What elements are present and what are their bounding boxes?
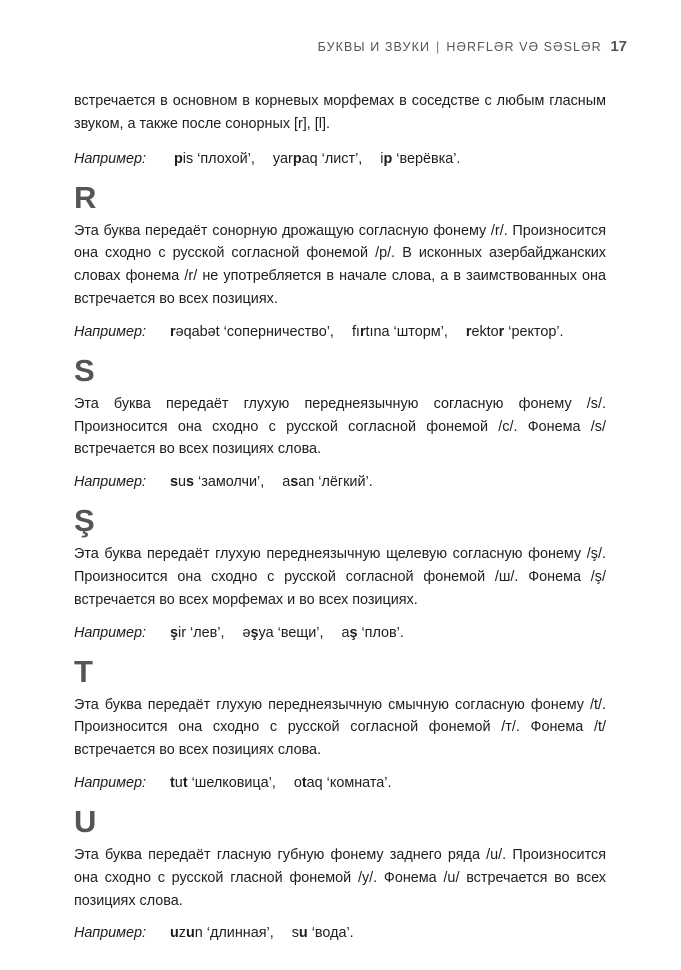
example-line-3 — [74, 772, 606, 794]
header-divider: | — [436, 40, 441, 54]
example-line-4 — [74, 922, 606, 944]
page-number: 17 — [610, 38, 627, 55]
highlighted-letter: s — [186, 474, 195, 491]
highlighted-letter: s — [290, 474, 299, 491]
example-2-0 — [170, 625, 224, 641]
example-text: s — [291, 925, 299, 942]
highlighted-letter: t — [182, 774, 188, 791]
letter-heading-4: U — [74, 803, 97, 839]
example-text: i — [380, 150, 384, 167]
letter-heading-1: S — [74, 352, 95, 388]
example-text: ‘ректор’. — [504, 323, 564, 340]
example-text: ‘замолчи’, — [194, 474, 265, 491]
highlighted-letter: p — [292, 150, 302, 167]
example-0-0 — [170, 324, 334, 340]
highlighted-letter: r — [170, 323, 176, 340]
example-text: a — [341, 624, 350, 641]
highlighted-letter: u — [186, 925, 195, 942]
example-text: ‘вода’. — [307, 925, 354, 942]
example-1-0 — [170, 474, 264, 490]
section-paragraph-1: Эта буква передаёт глухую переднеязычную согласную фонему /s/. Произносится она сходно с русской согласной фонемой /с/. Фонема /s/ встречается во всех позициях слова. — [74, 395, 606, 458]
example-4-1 — [292, 925, 354, 941]
highlighted-letter: t — [170, 774, 175, 791]
example-text: u — [174, 774, 183, 791]
example-text: aq ‘комната’. — [306, 774, 392, 791]
highlighted-letter: r — [359, 323, 366, 340]
example-text: yar — [272, 150, 293, 167]
example-4-0 — [170, 925, 274, 941]
example-label: Например: — [74, 774, 147, 791]
example-label: Например: — [74, 323, 147, 340]
example-text: ekto — [471, 323, 499, 340]
example-text: ‘плов’. — [357, 624, 404, 641]
example-text: is ‘плохой’, — [182, 150, 255, 167]
header-right: HƏRFLƏR VƏ SƏSLƏR — [446, 40, 602, 54]
example-text: an ‘лёгкий’. — [298, 474, 373, 491]
highlighted-letter: s — [170, 474, 179, 491]
example-line-1 — [74, 471, 606, 493]
example-label: Например: — [74, 624, 147, 641]
example-text: əqabət ‘соперничество’, — [175, 323, 334, 340]
example-text: ə — [242, 624, 251, 641]
highlighted-letter: r — [465, 323, 472, 340]
example-text: ir ‘лев’, — [178, 624, 225, 641]
letter-heading-3: T — [74, 653, 93, 689]
highlighted-letter: t — [301, 774, 307, 791]
example-text: aq ‘лист’, — [301, 150, 363, 167]
example-text: tına ‘шторм’, — [365, 323, 448, 340]
example-0-2 — [466, 324, 564, 340]
main-content — [74, 90, 606, 954]
highlighted-letter: u — [298, 925, 308, 942]
highlighted-letter: ş — [349, 624, 358, 641]
example-text: fı — [351, 323, 360, 340]
example-text: n ‘длинная’, — [194, 925, 274, 942]
example-text: ‘верёвка’. — [392, 150, 461, 167]
letter-heading-0: R — [74, 179, 97, 215]
header-left: БУКВЫ И ЗВУКИ — [317, 40, 431, 54]
example-label: Например: — [74, 925, 147, 942]
example-text: ‘шелковица’, — [187, 774, 276, 791]
example-text: z — [178, 925, 186, 942]
intro-example-line — [74, 148, 606, 170]
highlighted-letter: u — [170, 925, 179, 942]
example-text: a — [282, 474, 291, 491]
example-1-1 — [282, 474, 372, 490]
highlighted-letter: ş — [170, 624, 179, 641]
intro-example-1 — [273, 151, 362, 167]
highlighted-letter: p — [174, 150, 183, 167]
example-0-1 — [352, 324, 448, 340]
intro-example-2 — [380, 151, 460, 167]
example-2-2 — [341, 625, 403, 641]
example-3-0 — [170, 775, 276, 791]
highlighted-letter: r — [498, 323, 505, 340]
intro-paragraph: встречается в основном в корневых морфемах в соседстве с любым гласным звуком, а также после сонорных [r], [l]. — [74, 93, 606, 132]
running-header — [318, 38, 627, 55]
example-line-2 — [74, 622, 606, 644]
example-line-0 — [74, 321, 606, 343]
intro-example-0 — [174, 151, 255, 167]
example-text: o — [293, 774, 302, 791]
example-label: Например: — [74, 474, 147, 491]
example-label: Например: — [74, 150, 147, 167]
example-2-1 — [242, 625, 323, 641]
letter-heading-2: Ş — [74, 503, 95, 539]
section-paragraph-4: Эта буква передаёт гласную губную фонему заднего ряда /u/. Произносится она сходно с русской гласной фонемой /у/. Фонема /u/ встречается во всех позициях слова. — [74, 846, 606, 909]
section-paragraph-2: Эта буква передаёт глухую переднеязычную щелевую согласную фонему /ş/. Произносится она сходно с русской согласной фонемой /ш/. Фонема /ş/ встречается во всех морфемах и во всех позициях. — [74, 546, 606, 608]
example-3-1 — [294, 775, 392, 791]
highlighted-letter: ş — [250, 624, 259, 641]
section-paragraph-3: Эта буква передаёт глухую переднеязычную смычную согласную фонему /t/. Произносится она сходно с русской согласной фонемой /т/. Фонема /t/ встречается во всех позициях слова. — [74, 696, 606, 759]
section-paragraph-0: Эта буква передаёт сонорную дрожащую согласную фонему /r/. Произносится она сходно с русской согласной фонемой /р/. В исконных азербайджанских словах фонема /r/ не употребляется в начале слова, а в заимствованных она встречается во всех позициях. — [74, 222, 606, 307]
example-text: ya ‘вещи’, — [258, 624, 324, 641]
highlighted-letter: p — [383, 150, 393, 167]
example-text: u — [178, 474, 187, 491]
